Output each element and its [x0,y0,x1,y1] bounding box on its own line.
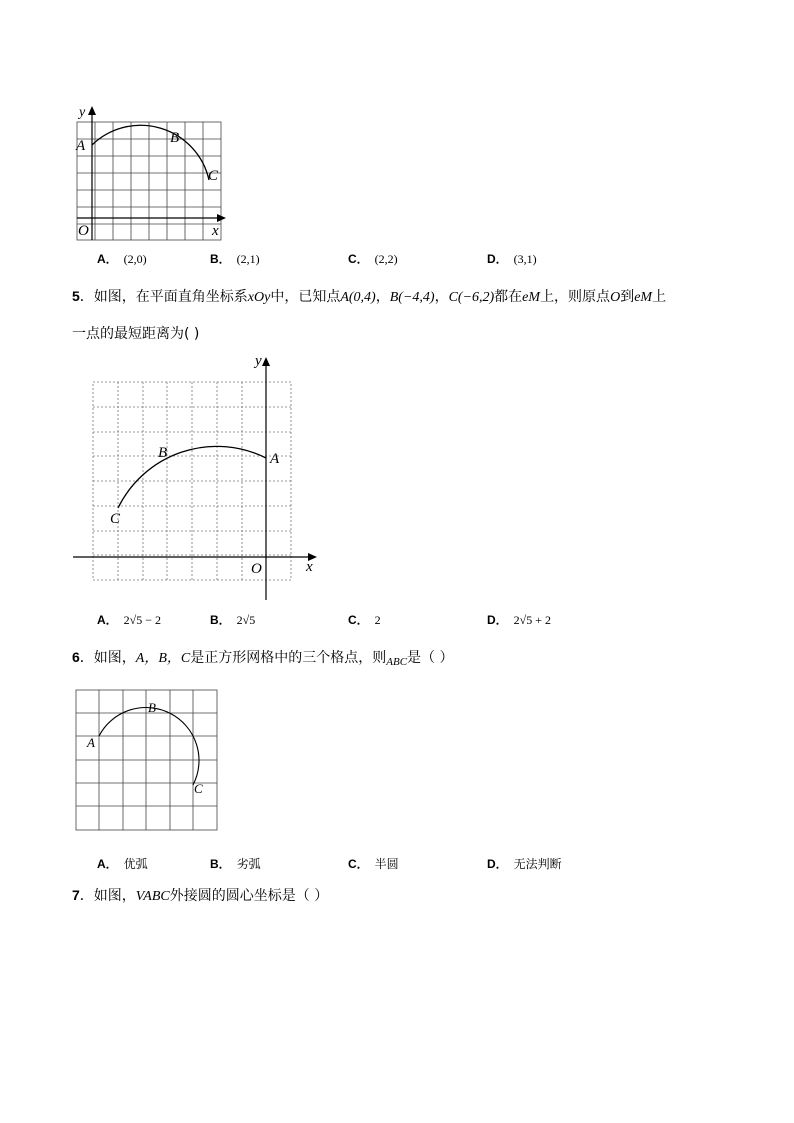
q7-text-1: ．如图， [79,888,136,904]
q5-o-label: O [251,561,262,577]
q7-number: 7 [72,887,80,903]
q5-option-a-letter: A． [97,613,118,627]
q5-option-c-value: 2 [374,613,381,627]
q6-arc [99,707,199,785]
q6-a-label: A [87,735,95,750]
q4-option-c[interactable] [348,250,398,268]
q4-c-label: C [208,168,219,184]
q6-option-c-value: 半圆 [374,857,399,871]
q5-c-label: C [110,511,121,527]
q4-option-b[interactable] [210,250,260,268]
q6-option-a[interactable] [97,855,148,873]
q5-stem-line1 [72,286,666,308]
q5-grid [93,382,291,580]
q6-text-2: 是正方形网格中的三个格点，则 [190,650,387,666]
q6-text-1: ．如图， [79,650,136,666]
q5-text-4: 上，则原点 [540,289,611,305]
q5-option-b-value: 2√5 [236,613,256,627]
q7-triangle: VABC [135,889,170,904]
q5-option-c[interactable] [348,611,381,629]
q5-text-2: 中，已知点 [270,289,341,305]
q6-option-b[interactable] [210,855,261,873]
q5-number: 5 [72,288,80,304]
q4-option-a-value: (2,0) [123,252,147,266]
q4-option-d[interactable] [487,250,537,268]
q5-comma-1: ， [375,289,390,305]
q4-option-c-value: (2,2) [374,252,398,266]
q4-o-label: O [78,223,89,239]
q7-stem [72,885,328,907]
q5-point-a: A(0,4) [340,290,376,305]
q5-text-3: 都在 [494,289,523,305]
q5-figure [70,350,325,605]
q5-circle-m: eM [522,290,541,305]
q4-arc [92,125,209,180]
q5-point-b: B(−4,4) [389,290,435,305]
q6-option-d[interactable] [487,855,562,873]
q5-option-d-letter: D． [487,613,508,627]
q6-option-d-letter: D． [487,857,508,871]
q4-option-c-letter: C． [348,252,369,266]
q6-option-c[interactable] [348,855,399,873]
q4-b-label: B [170,130,180,146]
q5-option-c-letter: C． [348,613,369,627]
q6-figure [70,685,225,835]
q5-circle-m-2: eM [634,290,653,305]
q5-text-5: 到 [620,289,635,305]
q5-text-1: ．如图，在平面直角坐标系 [79,289,248,305]
q6-option-b-value: 劣弧 [236,857,261,871]
q6-stem [72,647,453,669]
q4-option-b-value: (2,1) [236,252,260,266]
q5-y-label: y [255,353,262,369]
q6-text-3: 是（ ） [407,650,454,666]
q5-comma-2: ， [434,289,449,305]
q5-stem-line2: 一点的最短距离为( ) [72,326,200,342]
q4-a-label: A [76,138,86,154]
q6-b-label: B [148,700,156,715]
q5-a-label: A [270,451,280,467]
q7-text-2: 外接圆的圆心坐标是（ ） [169,888,329,904]
q4-figure [70,100,230,245]
q4-option-a-letter: A． [97,252,118,266]
q5-option-d[interactable] [487,611,551,629]
q4-option-d-letter: D． [487,252,508,266]
q6-number: 6 [72,649,80,665]
q5-option-b-letter: B． [210,613,231,627]
q4-option-a[interactable] [97,250,147,268]
q4-x-label: x [212,223,219,239]
q5-point-c: C(−6,2) [448,290,495,305]
q6-c-label: C [194,781,203,796]
q6-option-a-value: 优弧 [123,857,148,871]
q6-grid [76,690,217,830]
q5-option-a-value: 2√5 − 2 [123,613,162,627]
q4-y-label: y [79,105,86,120]
q6-option-c-letter: C． [348,857,369,871]
q6-points: A，B，C [135,651,191,666]
q4-option-b-letter: B． [210,252,231,266]
q5-text-6: 上 [652,289,667,305]
q5-xoy: xOy [247,290,271,305]
q5-x-label: x [306,559,313,575]
q4-option-d-value: (3,1) [513,252,537,266]
q6-option-b-letter: B． [210,857,231,871]
q5-option-b[interactable] [210,611,255,629]
q6-option-d-value: 无法判断 [513,857,562,871]
q5-b-label: B [158,445,168,461]
q5-origin-o: O [610,290,621,305]
q5-option-a[interactable] [97,611,161,629]
q6-option-a-letter: A． [97,857,118,871]
q6-arc-abc: ABC [386,656,408,668]
q5-option-d-value: 2√5 + 2 [513,613,552,627]
